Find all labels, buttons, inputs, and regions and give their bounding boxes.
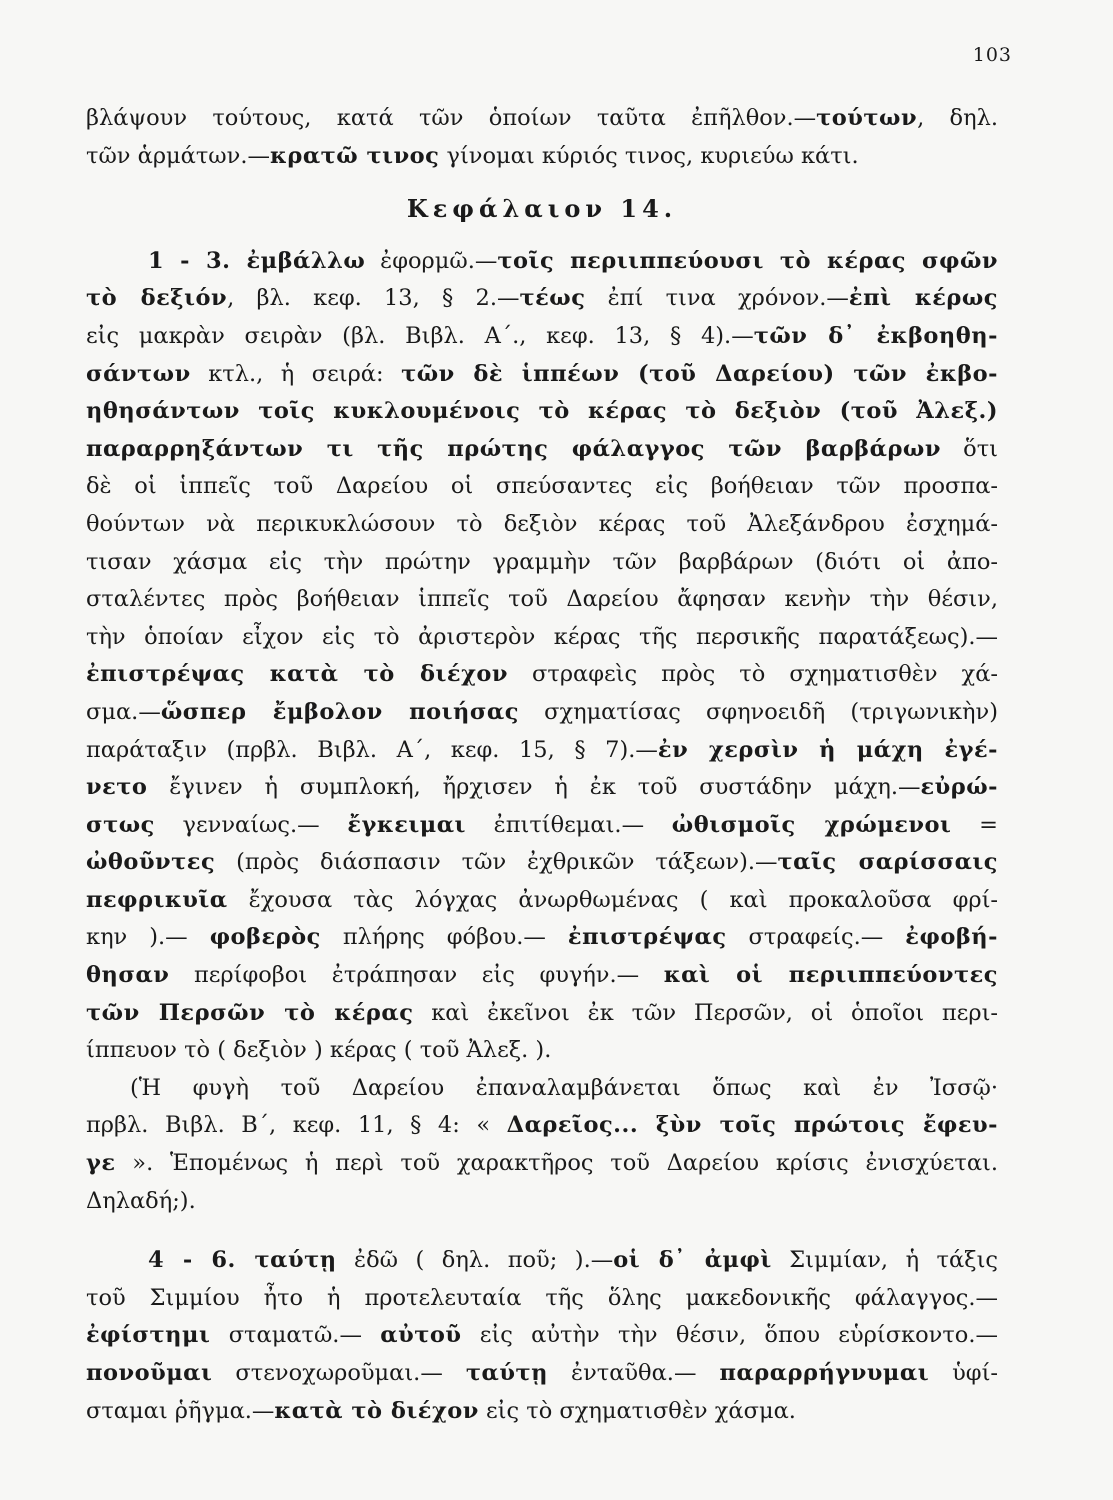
text-line [86, 694, 998, 732]
keyword-term: στως [86, 811, 155, 838]
gloss-text: τοῦ Σιμμίου ἦτο ἡ προτελευταία τῆς ὅλης μακεδονικῆς φάλαγγος.— [86, 1284, 998, 1311]
gloss-text: , δηλ. [917, 105, 998, 131]
text-line [86, 1280, 998, 1318]
gloss-text: τῶν ἁρμάτων.— [86, 142, 270, 169]
gloss-text: στενοχωροῦμαι.— [212, 1360, 466, 1386]
keyword-term: ἐπὶ κέρως [848, 285, 999, 312]
keyword-term: ταύτῃ [465, 1360, 548, 1386]
keyword-term: πονοῦμαι [86, 1360, 213, 1386]
text-line [86, 732, 998, 770]
text-line [86, 656, 998, 694]
text-line [86, 1355, 998, 1393]
keyword-term: παραρρήγνυμαι [719, 1360, 930, 1386]
gloss-text: εἰς αὐτὴν τὴν θέσιν, ὅπου εὑρίσκοντο.— [461, 1322, 998, 1349]
gloss-text: ἔγινεν ἡ συμπλοκή, ἤρχισεν ἡ ἐκ τοῦ συστάδην μάχη.— [147, 774, 921, 801]
keyword-term: εὐρώ- [920, 774, 998, 801]
keyword-term: τοῖς περιιππεύουσι τὸ κέρας σφῶν [497, 247, 998, 274]
gloss-text: πρβλ. Βιβλ. Β΄, κεφ. 11, § 4: « [86, 1112, 507, 1139]
keyword-term: ἐφοβή- [905, 924, 998, 951]
keyword-term: νετο [86, 774, 148, 801]
keyword-term: τῶν Περσῶν τὸ κέρας [86, 999, 414, 1026]
text-line [86, 318, 998, 356]
text-line [86, 919, 998, 957]
gloss-text: ἔχουσα τὰς λόγχας ἀνωρθωμένας ( καὶ προκαλοῦσα φρί- [227, 886, 998, 913]
gloss-text: σχηματίσας σφηνοειδῆ (τριγωνικὴν) [518, 698, 998, 725]
gloss-text: = [951, 811, 998, 838]
keyword-term: ὠθισμοῖς χρώμενοι [671, 811, 952, 838]
gloss-text: τισαν χάσμα εἰς τὴν πρώτην γραμμὴν τῶν βαρβάρων (διότι οἱ ἀπο- [86, 548, 998, 575]
gloss-text: γίνομαι κύριός τινος, κυριεύω κάτι. [439, 142, 859, 169]
text-line [86, 957, 998, 995]
gloss-text: (Ἡ φυγὴ τοῦ Δαρείου ἐπαναλαμβάνεται ὅπως καὶ ἐν Ἰσσῷ· [130, 1074, 998, 1101]
keyword-term: παραρρηξάντων τι τῆς πρώτης φάλαγγος τῶν βαρβάρων [86, 435, 941, 462]
keyword-term: ὥσπερ ἔμβολον ποιήσας [160, 698, 519, 725]
keyword-term: τὸ δεξιόν [86, 285, 228, 312]
gloss-text: γενναίως.— [154, 811, 348, 838]
keyword-term: πεφρικυῖα [86, 886, 228, 913]
text-line [86, 393, 998, 431]
keyword-term: κρατῶ τινος [270, 142, 440, 169]
keyword-term: ἐφίστημι [86, 1322, 211, 1349]
gloss-text: ἐπί τινα χρόνον.— [585, 285, 849, 312]
keyword-term: τῶν δ᾽ ἐκβοηθη- [753, 322, 998, 349]
gloss-text: σταματῶ.— [210, 1322, 381, 1349]
text-line [86, 356, 998, 394]
text-line [86, 844, 998, 882]
gloss-text: εἰς τὸ σχηματισθὲν χάσμα. [478, 1397, 796, 1424]
gloss-text: βλάψουν τούτους, κατά τῶν ὁποίων ταῦτα ἐπῆλθον.— [86, 105, 817, 131]
gloss-text: ίππευον τὸ ( δεξιὸν ) κέρας ( τοῦ Ἀλεξ. ). [86, 1037, 552, 1064]
keyword-term: 4 - 6. ταύτῃ [148, 1247, 337, 1274]
text-line [86, 1107, 998, 1145]
gloss-text: σταλέντες πρὸς βοήθειαν ἱππεῖς τοῦ Δαρείου ἄφησαν κενὴν τὴν θέσιν, [86, 586, 998, 613]
gloss-text: κην ).— [86, 924, 210, 951]
keyword-term: 1 - 3. ἐμβάλλω [148, 247, 366, 274]
keyword-term: ἐπιστρέψας κατὰ τὸ διέχον [86, 661, 508, 688]
text-line [86, 1145, 998, 1183]
gloss-text: ὅτι [940, 435, 998, 462]
gloss-text: σταμαι ῥῆγμα.— [86, 1397, 275, 1424]
gloss-text: (πρὸς διάσπασιν τῶν ἐχθρικῶν τάξεων).— [215, 849, 778, 876]
keyword-term: θησαν [86, 962, 170, 989]
keyword-term: ταῖς σαρίσσαις [777, 849, 998, 876]
gloss-text: Σιμμίαν, ἡ τάξις [771, 1247, 998, 1274]
page-number: 103 [972, 44, 1012, 66]
page-body [86, 100, 998, 1430]
text-line [86, 1183, 998, 1221]
keyword-term: σάντων [86, 360, 191, 387]
text-line [86, 619, 998, 657]
keyword-term: ἔγκειμαι [347, 811, 466, 838]
gloss-text: ἐπιτίθεμαι.— [465, 811, 672, 838]
keyword-term: κατὰ τὸ διέχον [274, 1397, 479, 1424]
text-line [86, 468, 998, 506]
keyword-term: γε [86, 1150, 116, 1177]
keyword-term: αὐτοῦ [380, 1322, 462, 1349]
gloss-text: περίφοβοι ἐτράπησαν εἰς φυγήν.— [169, 962, 664, 989]
gloss-text: , βλ. κεφ. 13, § 2.— [227, 285, 520, 312]
text-line [86, 807, 998, 845]
chapter-heading: Κεφάλαιον 14. [406, 194, 678, 224]
text-line [86, 431, 998, 469]
gloss-text: ἐφορμῶ.— [365, 247, 498, 274]
keyword-term: Δαρεῖος... ξὺν τοῖς πρώτοις ἔφευ- [506, 1112, 998, 1139]
text-line [86, 1242, 998, 1280]
gloss-text: κτλ., ἡ σειρά: [190, 360, 402, 387]
keyword-term: καὶ οἱ περιιππεύοντες [663, 962, 998, 989]
text-line [86, 995, 998, 1033]
gloss-text: παράταξιν (πρβλ. Βιβλ. Α΄, κεφ. 15, § 7).— [86, 736, 658, 763]
text-line [86, 1317, 998, 1355]
gloss-text: ». Ἑπομένως ἡ περὶ τοῦ χαρακτῆρος τοῦ Δαρείου κρίσις ἐνισχύεται. [115, 1150, 998, 1177]
gloss-text: τὴν ὁποίαν εἶχον εἰς τὸ ἀριστερὸν κέρας τῆς περσικῆς παρατάξεως).— [86, 623, 998, 650]
text-line [86, 243, 998, 281]
gloss-text: Δηλαδή;). [86, 1187, 196, 1214]
text-line [86, 506, 998, 544]
text-line [86, 1393, 998, 1431]
keyword-term: ὠθοῦντες [86, 849, 216, 876]
text-line [86, 100, 998, 138]
gloss-text: ἐδῶ ( δηλ. ποῦ; ).— [336, 1247, 614, 1274]
text-line [86, 769, 998, 807]
keyword-term: ἐν χερσὶν ἡ μάχη ἐγέ- [657, 736, 999, 763]
gloss-text: ἐνταῦθα.— [547, 1360, 720, 1386]
text-line [86, 1032, 998, 1070]
gloss-text: εἰς μακρὰν σειρὰν (βλ. Βιβλ. Α΄., κεφ. 13, § 4).— [86, 322, 754, 349]
gloss-text: στραφεὶς πρὸς τὸ σχηματισθὲν χά- [508, 661, 998, 688]
text-line [86, 138, 998, 176]
text-line [86, 882, 998, 920]
keyword-term: ηθησάντων τοῖς κυκλουμένοις τὸ κέρας τὸ δεξιὸν (τοῦ Ἀλεξ.) [86, 398, 998, 425]
text-line [86, 280, 998, 318]
gloss-text: δὲ οἱ ἱππεῖς τοῦ Δαρείου οἱ σπεύσαντες εἰς βοήθειαν τῶν προσπα- [86, 473, 998, 500]
keyword-term: οἱ δ᾽ ἀμφὶ [613, 1247, 772, 1274]
keyword-term: τῶν δὲ ἱππέων (τοῦ Δαρείου) τῶν ἐκβο- [401, 360, 998, 387]
gloss-text: στραφείς.— [726, 924, 906, 951]
keyword-term: φοβερὸς [209, 924, 321, 951]
text-line [86, 1070, 998, 1108]
keyword-term: τέως [519, 285, 586, 312]
keyword-term: τούτων [816, 105, 918, 131]
text-line [86, 544, 998, 582]
gloss-text: σμα.— [86, 698, 161, 725]
gloss-text: θούντων νὰ περικυκλώσουν τὸ δεξιὸν κέρας τοῦ Ἀλεξάνδρου ἐσχημά- [86, 510, 998, 537]
gloss-text: ὑφί- [929, 1360, 998, 1386]
gloss-text: πλήρης φόβου.— [320, 924, 568, 951]
text-line [86, 581, 998, 619]
gloss-text: καὶ ἐκεῖνοι ἐκ τῶν Περσῶν, οἱ ὁποῖοι περι- [413, 999, 998, 1026]
keyword-term: ἐπιστρέψας [567, 924, 727, 951]
